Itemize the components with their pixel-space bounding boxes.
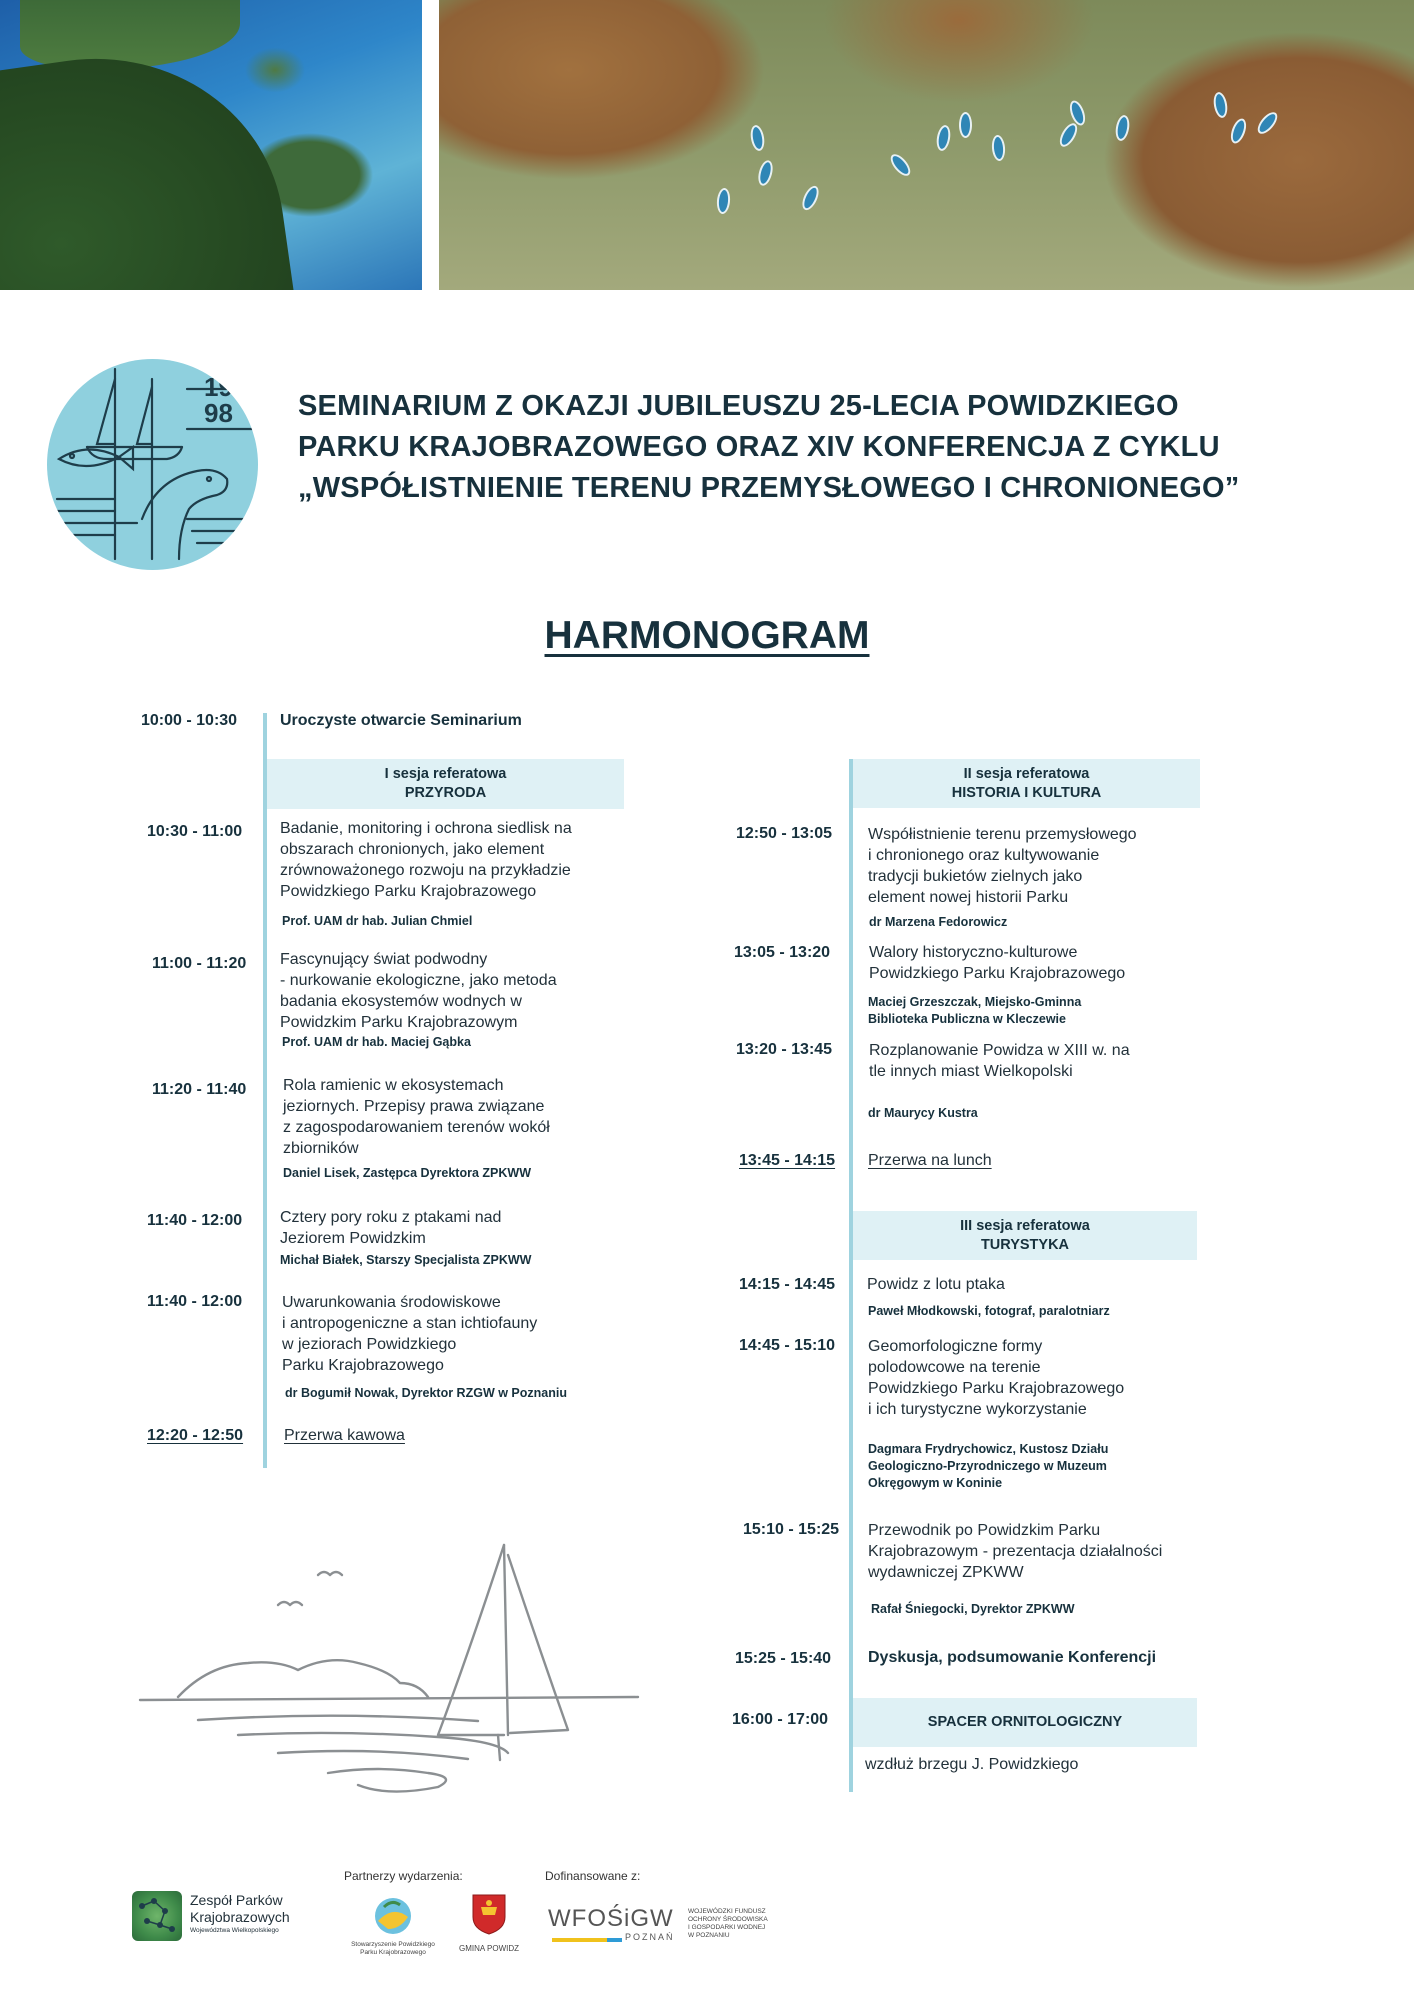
session-1-box bbox=[267, 759, 624, 809]
talk-line: Przewodnik po Powidzkim Parku bbox=[868, 1522, 1101, 1539]
talk-title bbox=[280, 949, 557, 1033]
gmina-powidz-name: GMINA POWIDZ bbox=[459, 1944, 519, 1953]
wfosigw-bar-yellow bbox=[552, 1938, 607, 1942]
talk-line: Powidzkiego Parku Krajobrazowego bbox=[280, 883, 537, 900]
talk-title bbox=[868, 1520, 1162, 1583]
item-time: 11:40 - 12:00 bbox=[147, 1293, 243, 1310]
title-line-1: SEMINARIUM Z OKAZJI JUBILEUSZU 25-LECIA POWIDZKIEGO bbox=[298, 390, 1179, 422]
partner-association-name bbox=[348, 1941, 438, 1957]
wfosigw-city: POZNAŃ bbox=[622, 1932, 678, 1942]
discussion-text: Dyskusja, podsumowanie Konferencji bbox=[868, 1649, 1157, 1666]
talk-title bbox=[869, 942, 1125, 984]
speaker-line: Geologiczno-Przyrodniczego w Muzeum bbox=[868, 1459, 1107, 1473]
talk-line: w jeziorach Powidzkiego bbox=[282, 1336, 457, 1353]
boat bbox=[1056, 120, 1080, 149]
zpk-logo-icon bbox=[132, 1891, 182, 1941]
partner-association-line-2: Parku Krajobrazowego bbox=[360, 1949, 426, 1956]
boat bbox=[1254, 109, 1281, 137]
walk-title: SPACER ORNITOLOGICZNY bbox=[927, 1714, 1123, 1730]
discussion-time: 15:25 - 15:40 bbox=[735, 1650, 832, 1667]
session-2-label: II sesja referatowa bbox=[963, 766, 1090, 782]
talk-speaker: Paweł Młodkowski, fotograf, paralotniarz bbox=[868, 1304, 1110, 1318]
partner-association-logo-icon bbox=[370, 1893, 416, 1939]
talk-speaker: Daniel Lisek, Zastępca Dyrektora ZPKWW bbox=[283, 1166, 531, 1180]
opening-text: Uroczyste otwarcie Seminarium bbox=[280, 712, 522, 729]
speaker-line: Biblioteka Publiczna w Kleczewie bbox=[868, 1012, 1066, 1026]
item-time: 10:30 - 11:00 bbox=[147, 823, 243, 840]
zpk-line-1: Zespół Parków bbox=[190, 1892, 283, 1908]
talk-line: jeziornych. Przepisy prawa związane bbox=[283, 1098, 545, 1115]
shoreline bbox=[20, 0, 240, 70]
boat bbox=[959, 112, 972, 138]
talk-line: Współistnienie terenu przemysłowego bbox=[868, 826, 1137, 843]
wfos-desc-line: WOJEWÓDZKI FUNDUSZ bbox=[688, 1908, 766, 1915]
talk-line: Geomorfologiczne formy bbox=[868, 1338, 1043, 1355]
talk-line: Krajobrazowym - prezentacja działalności bbox=[868, 1543, 1163, 1560]
item-time: 11:20 - 11:40 bbox=[152, 1081, 247, 1098]
talk-line: z zagospodarowaniem terenów wokół bbox=[283, 1119, 550, 1136]
talk-line: tle innych miast Wielkopolski bbox=[869, 1063, 1073, 1080]
boat bbox=[1212, 91, 1229, 119]
talk-title bbox=[868, 1336, 1124, 1420]
session-1-label: I sesja referatowa bbox=[384, 766, 507, 782]
zpk-logo-text bbox=[190, 1892, 290, 1936]
session-3-label: III sesja referatowa bbox=[960, 1218, 1090, 1234]
boat bbox=[991, 134, 1006, 161]
gmina-powidz-crest-icon bbox=[471, 1893, 507, 1935]
right-timeline-line bbox=[849, 759, 853, 1792]
item-time: 13:20 - 13:45 bbox=[736, 1041, 833, 1058]
talk-line: Uwarunkowania środowiskowe bbox=[282, 1294, 501, 1311]
wfos-desc-line: OCHRONY ŚRODOWISKA bbox=[688, 1916, 768, 1923]
partners-label: Partnerzy wydarzenia: bbox=[344, 1869, 463, 1883]
talk-speaker: Prof. UAM dr hab. Julian Chmiel bbox=[282, 914, 473, 928]
boat bbox=[756, 159, 775, 187]
session-3-topic: TURYSTYKA bbox=[980, 1237, 1070, 1253]
talk-line: zbiorników bbox=[283, 1140, 359, 1157]
boat bbox=[935, 124, 952, 152]
session-2-box bbox=[853, 759, 1200, 808]
forest-area bbox=[0, 34, 299, 290]
talk-line: i chronionego oraz kultywowanie bbox=[868, 847, 1100, 864]
talk-title bbox=[283, 1075, 550, 1159]
talk-title bbox=[868, 824, 1137, 908]
talk-title bbox=[280, 818, 572, 902]
talk-title bbox=[867, 1274, 1005, 1295]
reeds-aerial-photo-right bbox=[439, 0, 1414, 290]
talk-speaker: dr Bogumił Nowak, Dyrektor RZGW w Poznaniu bbox=[285, 1386, 567, 1400]
item-time: 13:05 - 13:20 bbox=[734, 944, 831, 961]
session-2-topic: HISTORIA I KULTURA bbox=[951, 785, 1102, 801]
item-time: 15:10 - 15:25 bbox=[743, 1521, 840, 1538]
logo-year-top: 19 bbox=[204, 372, 233, 402]
item-time: 11:00 - 11:20 bbox=[152, 955, 247, 972]
coffee-break-time: 12:20 - 12:50 bbox=[147, 1427, 244, 1444]
schedule-heading-wrap bbox=[0, 614, 1414, 658]
wfosigw-description bbox=[688, 1908, 798, 1940]
talk-title bbox=[869, 1040, 1130, 1082]
boat bbox=[716, 187, 731, 214]
title-line-2: PARKU KRAJOBRAZOWEGO ORAZ XIV KONFERENCJA Z CYKLU bbox=[298, 431, 1220, 463]
lake-aerial-photo-left bbox=[0, 0, 422, 290]
sailboat-drawing bbox=[138, 1535, 648, 1805]
talk-line: Jeziorem Powidzkim bbox=[280, 1230, 426, 1247]
partner-association-line-1: Stowarzyszenie Powidzkiego bbox=[351, 1941, 435, 1948]
talk-speaker: Prof. UAM dr hab. Maciej Gąbka bbox=[282, 1035, 471, 1049]
left-timeline-line bbox=[263, 713, 267, 1468]
talk-line: wydawniczej ZPKWW bbox=[868, 1564, 1024, 1581]
event-title bbox=[298, 386, 1358, 509]
talk-line: Walory historyczno-kulturowe bbox=[869, 944, 1078, 961]
lunch-break-link[interactable]: Przerwa na lunch bbox=[868, 1152, 992, 1169]
talk-line: obszarach chronionych, jako element bbox=[280, 841, 545, 858]
title-line-3: „WSPÓŁISTNIENIE TERENU PRZEMYSŁOWEGO I CHRONIONEGO” bbox=[298, 472, 1240, 504]
talk-line: Rola ramienic w ekosystemach bbox=[283, 1077, 504, 1094]
talk-line: i antropogeniczne a stan ichtiofauny bbox=[282, 1315, 538, 1332]
talk-line: Powidzkim Parku Krajobrazowym bbox=[280, 1014, 518, 1031]
boat bbox=[1114, 114, 1131, 142]
talk-line: Cztery pory roku z ptakami nad bbox=[280, 1209, 502, 1226]
boat bbox=[799, 183, 822, 212]
talk-line: badania ekosystemów wodnych w bbox=[280, 993, 522, 1010]
walk-box bbox=[853, 1698, 1197, 1747]
talk-speaker bbox=[868, 1441, 1108, 1492]
speaker-line: Maciej Grzeszczak, Miejsko-Gminna bbox=[868, 995, 1082, 1009]
funding-label: Dofinansowane z: bbox=[545, 1869, 641, 1883]
lunch-break-time: 13:45 - 14:15 bbox=[739, 1152, 836, 1169]
wfosigw-logo-text: WFOŚiGW bbox=[548, 1905, 674, 1932]
boat bbox=[749, 124, 766, 152]
coffee-break-link[interactable]: Przerwa kawowa bbox=[284, 1427, 405, 1444]
talk-line: Powidzkiego Parku Krajobrazowego bbox=[869, 965, 1126, 982]
walk-time: 16:00 - 17:00 bbox=[732, 1711, 829, 1728]
talk-title bbox=[282, 1292, 537, 1376]
item-time: 14:45 - 15:10 bbox=[739, 1337, 836, 1354]
item-time: 12:50 - 13:05 bbox=[736, 825, 833, 842]
talk-line: polodowcowe na terenie bbox=[868, 1359, 1041, 1376]
talk-line: i ich turystyczne wykorzystanie bbox=[868, 1401, 1087, 1418]
boat bbox=[1228, 117, 1249, 146]
schedule-heading: HARMONOGRAM bbox=[544, 614, 870, 657]
talk-title bbox=[280, 1207, 501, 1249]
walk-text: wzdłuż brzegu J. Powidzkiego bbox=[865, 1756, 1079, 1773]
talk-speaker: dr Maurycy Kustra bbox=[868, 1106, 978, 1120]
talk-line: Powidz z lotu ptaka bbox=[867, 1276, 1005, 1293]
speaker-line: Okręgowym w Koninie bbox=[868, 1476, 1003, 1490]
wfos-desc-line: I GOSPODARKI WODNEJ bbox=[688, 1924, 766, 1931]
talk-line: Badanie, monitoring i ochrona siedlisk na bbox=[280, 820, 572, 837]
zpk-line-2: Krajobrazowych bbox=[190, 1909, 290, 1925]
session-1-topic: PRZYRODA bbox=[404, 785, 487, 801]
talk-speaker: Michał Białek, Starszy Specjalista ZPKWW bbox=[280, 1253, 532, 1267]
item-time: 14:15 - 14:45 bbox=[739, 1276, 836, 1293]
zpk-line-3: Województwa Wielkopolskiego bbox=[190, 1927, 279, 1934]
talk-line: - nurkowanie ekologiczne, jako metoda bbox=[280, 972, 557, 989]
talk-line: Parku Krajobrazowego bbox=[282, 1357, 444, 1374]
talk-line: element nowej historii Parku bbox=[868, 889, 1069, 906]
talk-line: Powidzkiego Parku Krajobrazowego bbox=[868, 1380, 1125, 1397]
opening-time: 10:00 - 10:30 bbox=[141, 712, 238, 729]
boat bbox=[887, 151, 914, 179]
talk-line: Fascynujący świat podwodny bbox=[280, 951, 488, 968]
talk-speaker: dr Marzena Fedorowicz bbox=[869, 915, 1008, 929]
item-time: 11:40 - 12:00 bbox=[147, 1212, 243, 1229]
wfos-desc-line: W POZNANIU bbox=[688, 1932, 730, 1939]
session-3-inner bbox=[853, 1211, 1197, 1260]
talk-line: Rozplanowanie Powidza w XIII w. na bbox=[869, 1042, 1130, 1059]
speaker-line: Dagmara Frydrychowicz, Kustosz Działu bbox=[868, 1442, 1109, 1456]
talk-speaker: Rafał Śniegocki, Dyrektor ZPKWW bbox=[871, 1602, 1075, 1616]
talk-line: zrównoważonego rozwoju na przykładzie bbox=[280, 862, 571, 879]
logo-year-bottom: 98 bbox=[204, 398, 233, 428]
jubilee-logo bbox=[47, 359, 258, 570]
talk-speaker bbox=[868, 994, 1081, 1028]
talk-line: tradycji bukietów zielnych jako bbox=[868, 868, 1083, 885]
